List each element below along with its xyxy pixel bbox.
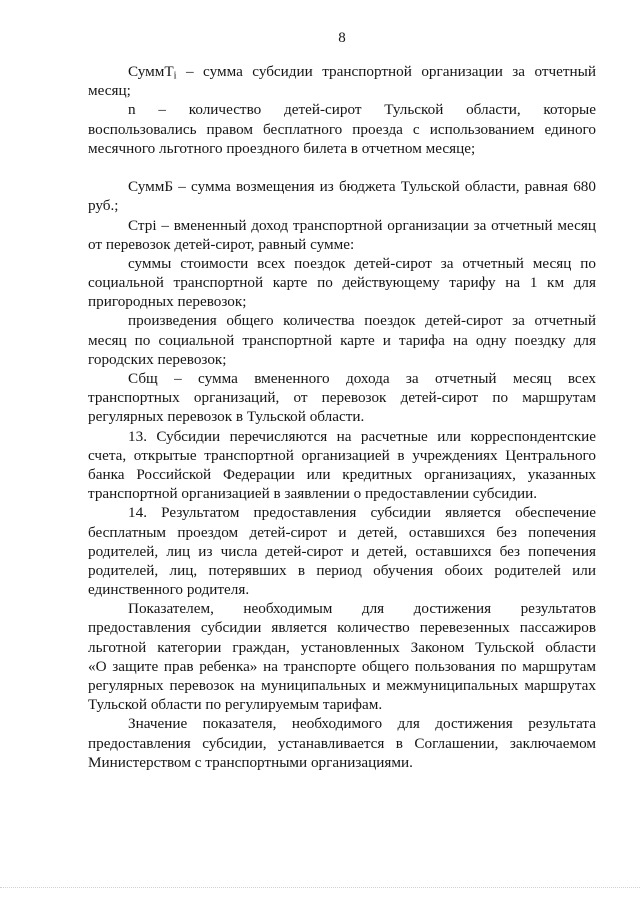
paragraph-line: Показателем, необходимым для достижения результатов: [128, 600, 596, 618]
paragraph-line: регулярных перевозок в Тульской области.: [88, 408, 365, 426]
paragraph-line: 13. Субсидии перечисляются на расчетные или корреспондентские: [128, 427, 596, 445]
paragraph-line: регулярных перевозок на муниципальных и межмуниципальных маршрутах: [88, 677, 596, 694]
definition-paragraph: [88, 100, 596, 158]
document-body: [88, 62, 596, 772]
paragraph-line: Значение показателя, необходимого для достижения результата: [128, 715, 596, 733]
paragraph: [88, 714, 596, 772]
formula-term: [128, 63, 177, 80]
definition-paragraph: [88, 177, 596, 215]
line-text: – сумма субсидии транспортной организации за отчетный: [185, 63, 596, 80]
scan-artifact-line: [0, 887, 640, 888]
paragraph-line: воспользовались правом бесплатного проезда с использованием единого: [88, 120, 596, 138]
paragraph-line: городских перевозок;: [88, 350, 227, 368]
paragraph-line: «О защите прав ребенка» на транспорте общего пользования по маршрутам: [88, 657, 596, 675]
paragraph-line: суммы стоимости всех поездок детей-сирот за отчетный месяц по: [128, 254, 596, 272]
paragraph: [88, 599, 596, 714]
page-number: 8: [338, 30, 346, 46]
paragraph-line: транспортных организаций, от перевозок детей-сирот по маршрутам: [88, 389, 596, 407]
paragraph-line: предоставления субсидии, устанавливается в Соглашении, заключаемом: [88, 734, 596, 752]
paragraph-line: Стрi – вмененный доход транспортной организации за отчетный месяц: [128, 216, 596, 234]
paragraph-line: бесплатным проездом детей-сирот и детей, оставшихся без попечения: [88, 523, 596, 541]
paragraph-line: пригородных перевозок;: [88, 293, 247, 311]
paragraph-line: предоставления субсидии является количество перевезенных пассажиров: [88, 619, 596, 637]
blank-line: [88, 158, 596, 177]
definition-paragraph: [88, 216, 596, 254]
paragraph-line: Сбщ – сумма вмененного дохода за отчетный месяц всех: [128, 370, 596, 387]
paragraph-line: Тульской области по регулируемым тарифам.: [88, 696, 383, 714]
paragraph-line: родителей, лиц из числа детей-сирот и детей, оставшихся без попечения: [88, 542, 596, 560]
formula-term-subscript: i: [173, 70, 177, 82]
paragraph-line: 14. Результатом предоставления субсидии является обеспечение: [128, 504, 596, 522]
numbered-clause: [88, 427, 596, 504]
paragraph-line: произведения общего количества поездок детей-сирот за отчетный: [128, 312, 596, 330]
paragraph-line: единственного родителя.: [88, 581, 250, 599]
paragraph-line: месячного льготного проездного билета в отчетном месяце;: [88, 139, 476, 157]
paragraph-line: руб.;: [88, 197, 119, 215]
paragraph-line: n – количество детей-сирот Тульской области, которые: [128, 101, 596, 119]
paragraph-line: льготной категории граждан, установленных Законом Тульской области: [88, 638, 596, 656]
paragraph-line: банка Российской Федерации или кредитных организациях, указанных: [88, 465, 596, 483]
definition-paragraph: [88, 62, 596, 100]
paragraph-line: [88, 62, 596, 81]
paragraph: [88, 254, 596, 312]
paragraph-line: месяц по социальной транспортной карте и тарифа на одну поездку для: [88, 331, 596, 349]
paragraph-line: счета, открытые транспортной организацией в учреждениях Центрального: [88, 446, 596, 464]
definition-paragraph: [88, 369, 596, 427]
formula-term-base: СуммТ: [128, 63, 174, 80]
paragraph-line: социальной транспортной карте по действующему тарифу на 1 км для: [88, 274, 596, 292]
paragraph-line: транспортной организацией в заявлении о предоставлении субсидии.: [88, 485, 538, 503]
numbered-clause: [88, 503, 596, 599]
paragraph-line: от перевозок детей-сирот, равный сумме:: [88, 235, 355, 253]
paragraph-line: месяц;: [88, 82, 131, 100]
paragraph: [88, 311, 596, 369]
paragraph-line: Министерством с транспортными организациями.: [88, 753, 413, 771]
paragraph-line: СуммБ – сумма возмещения из бюджета Тульской области, равная 680: [128, 178, 596, 196]
paragraph-line: родителей, лиц, потерявших в период обучения обоих родителей или: [88, 561, 596, 579]
